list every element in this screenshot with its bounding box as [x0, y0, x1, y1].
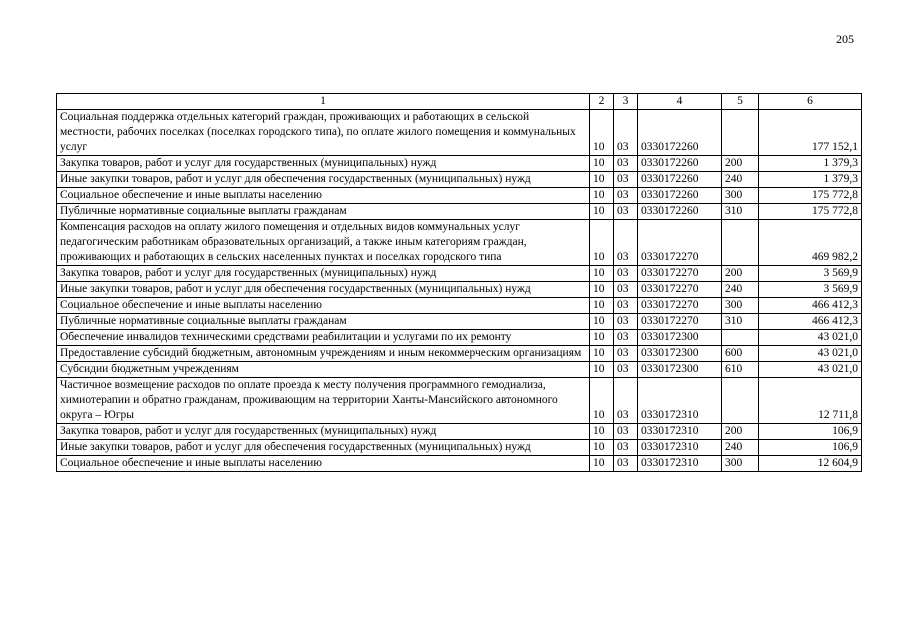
row-amount: 3 569,9 [759, 282, 862, 298]
row-subsection: 03 [614, 188, 638, 204]
row-amount: 43 021,0 [759, 346, 862, 362]
row-section: 10 [590, 346, 614, 362]
row-expense-type [722, 330, 759, 346]
row-amount: 106,9 [759, 440, 862, 456]
row-amount: 43 021,0 [759, 362, 862, 378]
row-name: Иные закупки товаров, работ и услуг для обеспечения государственных (муниципальных) нужд [57, 282, 590, 298]
row-expense-type: 310 [722, 314, 759, 330]
row-section: 10 [590, 172, 614, 188]
table-row [57, 110, 862, 156]
row-amount: 177 152,1 [759, 110, 862, 156]
row-section: 10 [590, 314, 614, 330]
column-header: 5 [722, 94, 759, 110]
table-row [57, 266, 862, 282]
row-name: Частичное возмещение расходов по оплате проезда к месту получения программного гемодиализа, химиотерапии и обратно гражданам, проживающим на территории Ханты-Мансийского автономного округа – Югры [57, 378, 590, 424]
page-number: 205 [836, 32, 854, 46]
row-expense-type [722, 220, 759, 266]
row-section: 10 [590, 156, 614, 172]
row-amount: 43 021,0 [759, 330, 862, 346]
row-name: Закупка товаров, работ и услуг для государственных (муниципальных) нужд [57, 266, 590, 282]
row-amount: 175 772,8 [759, 204, 862, 220]
row-target-code: 0330172310 [638, 440, 722, 456]
row-name: Социальное обеспечение и иные выплаты населению [57, 188, 590, 204]
table-row [57, 204, 862, 220]
row-subsection: 03 [614, 220, 638, 266]
row-name: Публичные нормативные социальные выплаты гражданам [57, 314, 590, 330]
row-subsection: 03 [614, 378, 638, 424]
column-header: 3 [614, 94, 638, 110]
row-name: Закупка товаров, работ и услуг для государственных (муниципальных) нужд [57, 424, 590, 440]
row-name: Иные закупки товаров, работ и услуг для обеспечения государственных (муниципальных) нужд [57, 172, 590, 188]
header-row [57, 94, 862, 110]
row-target-code: 0330172300 [638, 346, 722, 362]
row-section: 10 [590, 330, 614, 346]
row-section: 10 [590, 220, 614, 266]
row-expense-type [722, 110, 759, 156]
row-target-code: 0330172270 [638, 298, 722, 314]
row-section: 10 [590, 456, 614, 472]
row-target-code: 0330172300 [638, 362, 722, 378]
row-expense-type: 310 [722, 204, 759, 220]
row-name: Обеспечение инвалидов техническими средствами реабилитации и услугами по их ремонту [57, 330, 590, 346]
row-amount: 106,9 [759, 424, 862, 440]
row-expense-type [722, 378, 759, 424]
table-row [57, 330, 862, 346]
row-name: Субсидии бюджетным учреждениям [57, 362, 590, 378]
row-amount: 3 569,9 [759, 266, 862, 282]
row-name: Публичные нормативные социальные выплаты гражданам [57, 204, 590, 220]
row-expense-type: 600 [722, 346, 759, 362]
row-section: 10 [590, 440, 614, 456]
row-subsection: 03 [614, 362, 638, 378]
table-row [57, 424, 862, 440]
row-subsection: 03 [614, 204, 638, 220]
row-expense-type: 200 [722, 266, 759, 282]
row-subsection: 03 [614, 456, 638, 472]
row-target-code: 0330172270 [638, 266, 722, 282]
row-expense-type: 240 [722, 282, 759, 298]
row-section: 10 [590, 110, 614, 156]
column-header: 4 [638, 94, 722, 110]
row-name: Иные закупки товаров, работ и услуг для обеспечения государственных (муниципальных) нужд [57, 440, 590, 456]
row-name: Предоставление субсидий бюджетным, автономным учреждениям и иным некоммерческим организациям [57, 346, 590, 362]
column-header: 1 [57, 94, 590, 110]
row-amount: 175 772,8 [759, 188, 862, 204]
table-row [57, 378, 862, 424]
row-section: 10 [590, 362, 614, 378]
row-target-code: 0330172270 [638, 282, 722, 298]
row-amount: 1 379,3 [759, 156, 862, 172]
table-row [57, 220, 862, 266]
row-amount: 1 379,3 [759, 172, 862, 188]
row-section: 10 [590, 424, 614, 440]
row-expense-type: 300 [722, 456, 759, 472]
row-target-code: 0330172260 [638, 204, 722, 220]
row-name: Социальное обеспечение и иные выплаты населению [57, 456, 590, 472]
row-expense-type: 240 [722, 172, 759, 188]
row-target-code: 0330172300 [638, 330, 722, 346]
row-section: 10 [590, 188, 614, 204]
row-subsection: 03 [614, 282, 638, 298]
row-target-code: 0330172310 [638, 424, 722, 440]
row-name: Социальное обеспечение и иные выплаты населению [57, 298, 590, 314]
row-subsection: 03 [614, 298, 638, 314]
table-row [57, 314, 862, 330]
row-name: Социальная поддержка отдельных категорий граждан, проживающих и работающих в сельской местности, рабочих поселках (поселках городского типа), по оплате жилого помещения и коммунальных услуг [57, 110, 590, 156]
row-expense-type: 300 [722, 188, 759, 204]
table-row [57, 456, 862, 472]
row-target-code: 0330172260 [638, 188, 722, 204]
row-subsection: 03 [614, 266, 638, 282]
row-subsection: 03 [614, 156, 638, 172]
row-subsection: 03 [614, 346, 638, 362]
row-target-code: 0330172310 [638, 456, 722, 472]
row-section: 10 [590, 266, 614, 282]
column-header: 2 [590, 94, 614, 110]
row-subsection: 03 [614, 440, 638, 456]
row-target-code: 0330172260 [638, 172, 722, 188]
row-expense-type: 300 [722, 298, 759, 314]
row-section: 10 [590, 282, 614, 298]
row-amount: 12 711,8 [759, 378, 862, 424]
row-section: 10 [590, 298, 614, 314]
row-subsection: 03 [614, 172, 638, 188]
table-row [57, 188, 862, 204]
table-row [57, 156, 862, 172]
row-target-code: 0330172260 [638, 156, 722, 172]
row-section: 10 [590, 204, 614, 220]
row-amount: 469 982,2 [759, 220, 862, 266]
row-expense-type: 240 [722, 440, 759, 456]
budget-table [56, 93, 862, 472]
table-row [57, 298, 862, 314]
column-header: 6 [759, 94, 862, 110]
row-subsection: 03 [614, 110, 638, 156]
table-row [57, 172, 862, 188]
row-target-code: 0330172310 [638, 378, 722, 424]
table-row [57, 282, 862, 298]
table-row [57, 440, 862, 456]
row-amount: 466 412,3 [759, 298, 862, 314]
row-target-code: 0330172260 [638, 110, 722, 156]
row-name: Закупка товаров, работ и услуг для государственных (муниципальных) нужд [57, 156, 590, 172]
row-amount: 12 604,9 [759, 456, 862, 472]
row-subsection: 03 [614, 314, 638, 330]
row-expense-type: 200 [722, 424, 759, 440]
row-section: 10 [590, 378, 614, 424]
row-expense-type: 610 [722, 362, 759, 378]
table-row [57, 346, 862, 362]
row-target-code: 0330172270 [638, 220, 722, 266]
row-expense-type: 200 [722, 156, 759, 172]
row-subsection: 03 [614, 330, 638, 346]
row-target-code: 0330172270 [638, 314, 722, 330]
row-amount: 466 412,3 [759, 314, 862, 330]
row-name: Компенсация расходов на оплату жилого помещения и отдельных видов коммунальных услуг педагогическим работникам образовательных организаций, а также иным категориям граждан, проживающих и работающих в сельских населенных пунктах и поселках городского типа [57, 220, 590, 266]
table-row [57, 362, 862, 378]
row-subsection: 03 [614, 424, 638, 440]
